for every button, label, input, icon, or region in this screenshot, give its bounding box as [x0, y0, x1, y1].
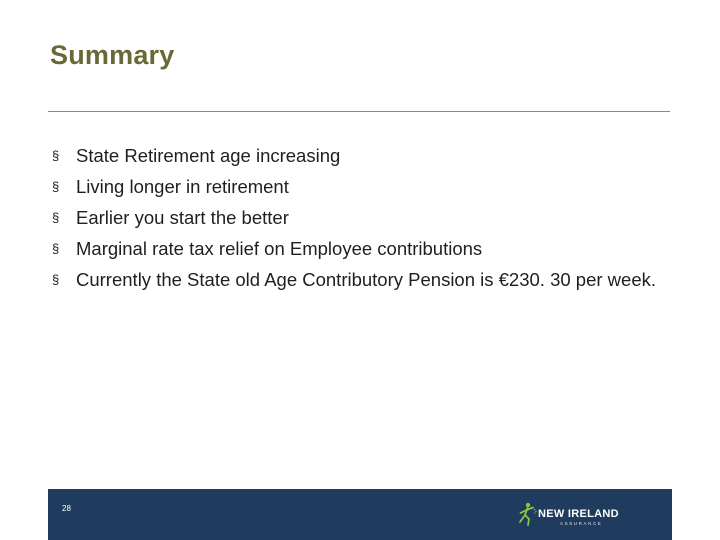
new-ireland-logo	[514, 501, 634, 529]
bullet-item	[52, 175, 662, 199]
bullet-item	[52, 206, 662, 230]
bullet-item	[52, 237, 662, 261]
bullet-marker: §	[52, 210, 60, 225]
bullet-text: Currently the State old Age Contributory Pension is €230. 30 per week.	[76, 269, 657, 290]
title-divider	[48, 111, 670, 112]
bullet-text: Marginal rate tax relief on Employee contributions	[76, 238, 483, 259]
bullet-list	[52, 144, 662, 299]
logo-name: NEW IRELAND	[538, 508, 619, 520]
bullet-text: Earlier you start the better	[76, 207, 289, 228]
bullet-marker: §	[52, 241, 60, 256]
logo-tagline: ASSURANCE	[560, 521, 603, 526]
bullet-marker: §	[52, 272, 60, 287]
bullet-item	[52, 144, 662, 168]
bullet-marker: §	[52, 148, 60, 163]
footer-bar	[48, 489, 672, 540]
bullet-text: Living longer in retirement	[76, 176, 289, 197]
slide-title: Summary	[50, 40, 175, 70]
bullet-item	[52, 268, 662, 292]
page-number: 28	[62, 504, 71, 513]
bullet-marker: §	[52, 179, 60, 194]
bullet-text: State Retirement age increasing	[76, 145, 341, 166]
sower-figure-icon	[514, 501, 538, 527]
